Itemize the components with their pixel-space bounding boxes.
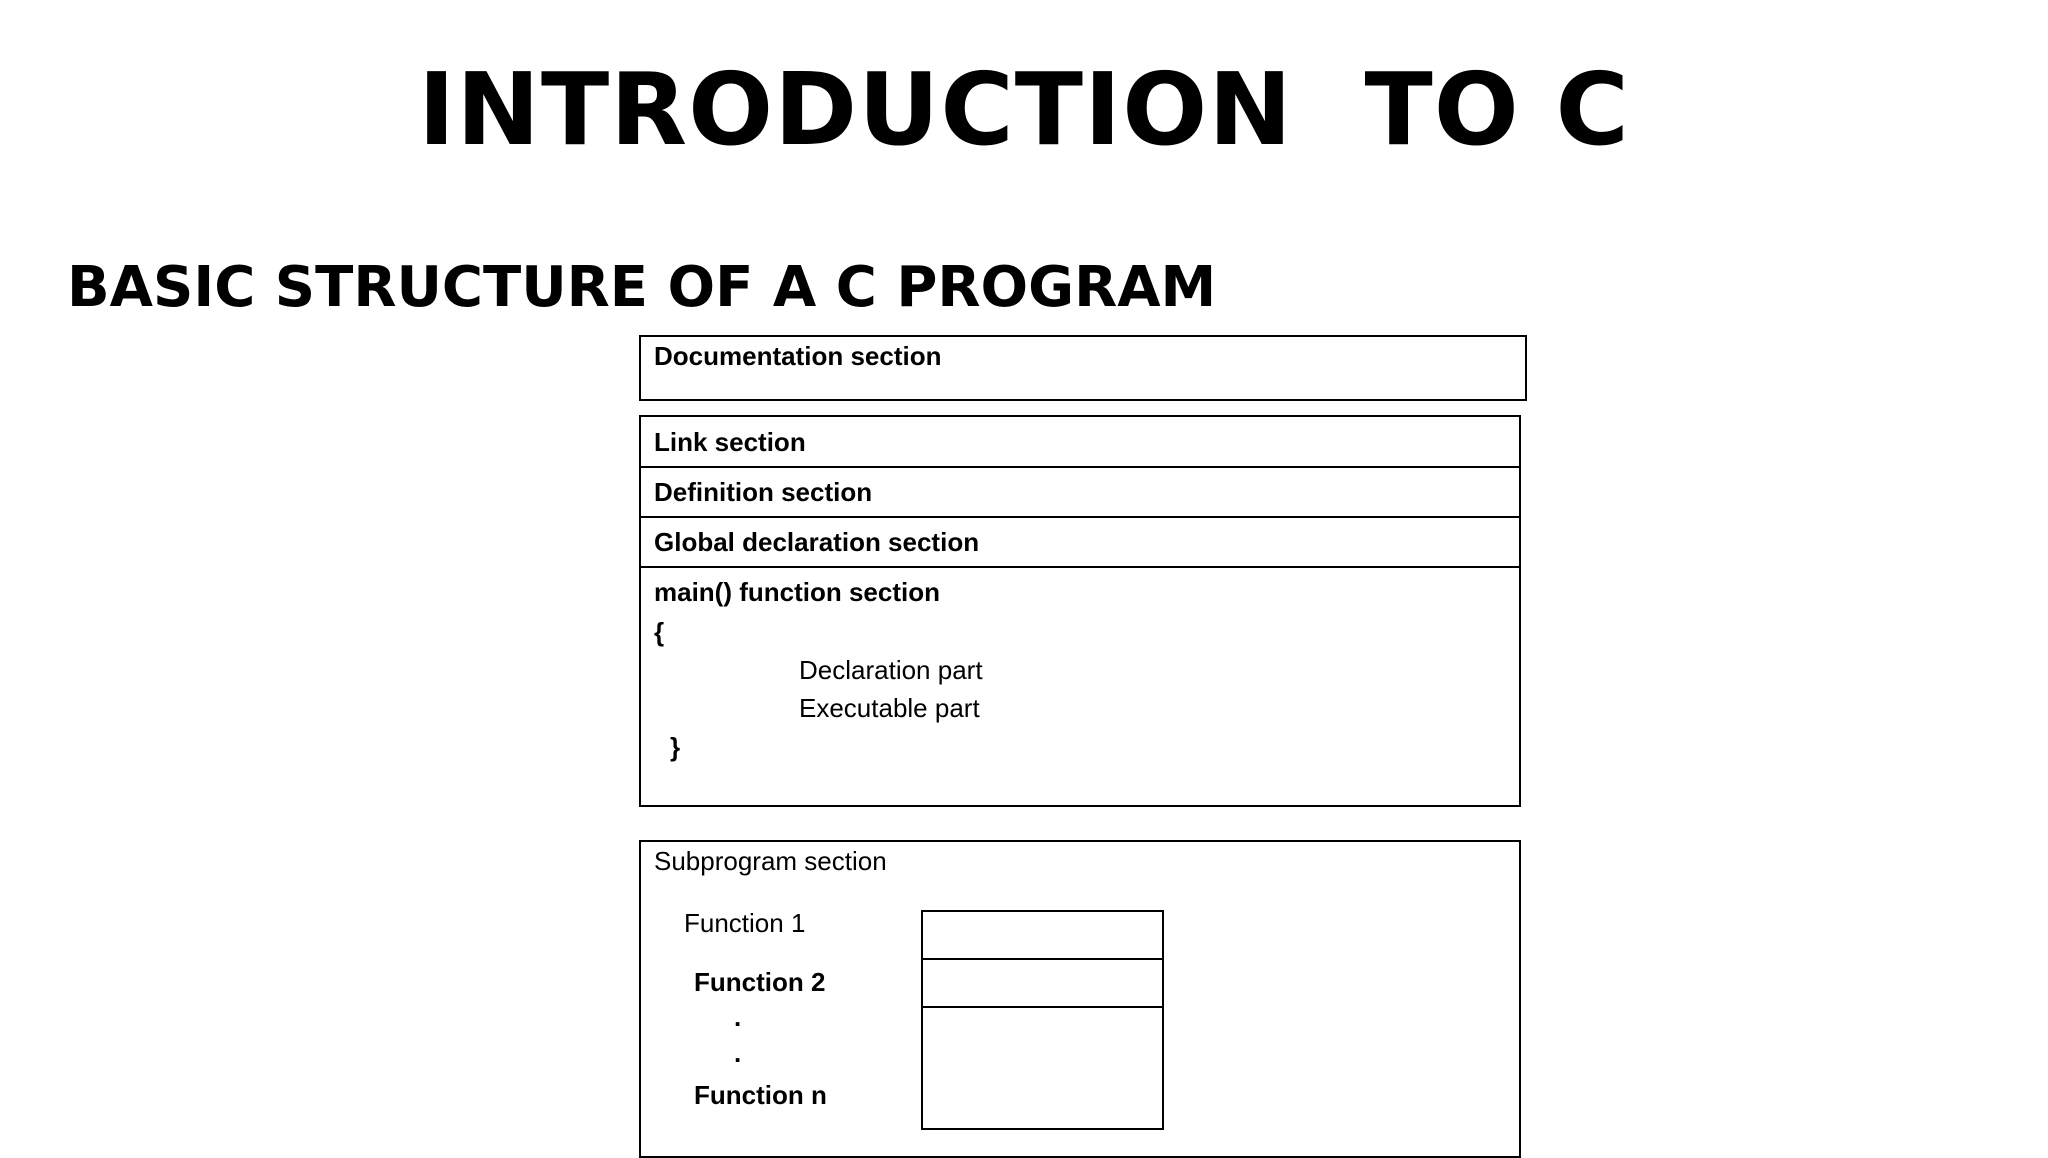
subprogram-label: Subprogram section: [654, 846, 887, 876]
dot-2: .: [734, 1038, 742, 1068]
slide-subtitle: BASIC STRUCTURE OF A C PROGRAM: [67, 255, 1217, 320]
documentation-label: Documentation section: [654, 341, 942, 371]
declaration-part-label: Declaration part: [799, 655, 983, 685]
function-2-label: Function 2: [694, 967, 826, 997]
documentation-box: [639, 335, 1527, 401]
link-section-label: Link section: [654, 427, 806, 457]
main-function-label: main() function section: [654, 577, 940, 607]
divider-2: [641, 516, 1519, 518]
function-n-label: Function n: [694, 1080, 827, 1110]
slide-title: INTRODUCTION TO C: [418, 51, 1630, 168]
close-brace: }: [670, 732, 681, 762]
divider-3: [641, 566, 1519, 568]
function-box-divider-1: [923, 958, 1162, 960]
executable-part-label: Executable part: [799, 693, 980, 723]
function-1-label: Function 1: [684, 908, 806, 938]
program-structure-box: [639, 415, 1521, 807]
dot-1: .: [734, 1002, 742, 1032]
global-declaration-label: Global declaration section: [654, 527, 980, 557]
open-brace: {: [654, 617, 665, 647]
function-boxes: [921, 910, 1164, 1130]
function-box-divider-2: [923, 1006, 1162, 1008]
subprogram-box: [639, 840, 1521, 1158]
divider-1: [641, 466, 1519, 468]
definition-section-label: Definition section: [654, 477, 873, 507]
